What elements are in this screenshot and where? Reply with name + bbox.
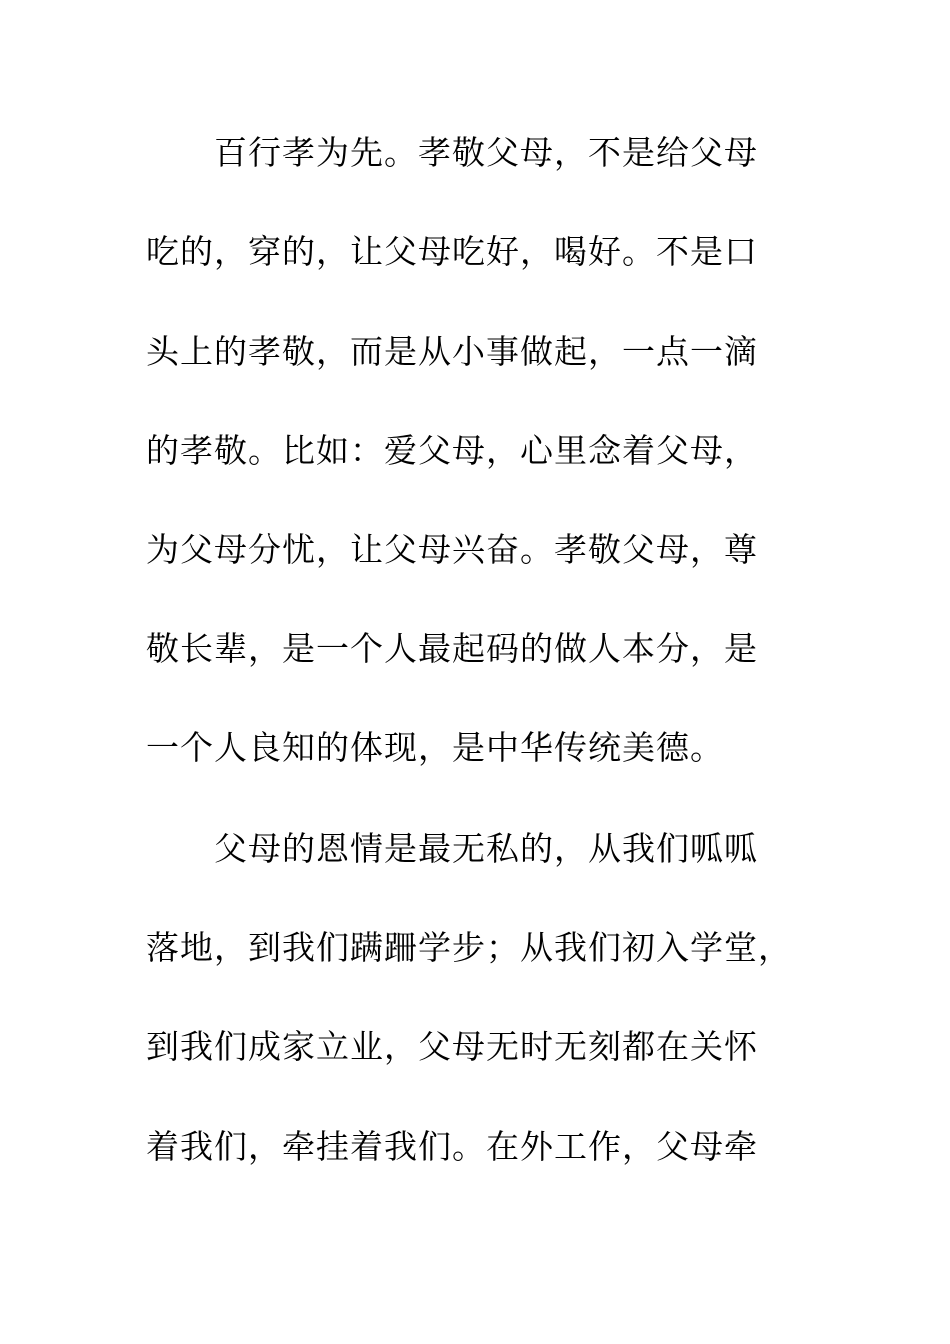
paragraph-1-line-3: 头上的孝敬，而是从小事做起，一点一滴 [146,332,758,371]
paragraph-2-line-2: 落地，到我们蹒跚学步；从我们初入学堂， [146,928,792,967]
paragraph-2-line-3: 到我们成家立业，父母无时无刻都在关怀 [146,1027,758,1066]
paragraph-1-line-4: 的孝敬。比如：爱父母，心里念着父母， [146,431,758,470]
paragraph-1-line-5: 为父母分忧，让父母兴奋。孝敬父母，尊 [146,530,758,569]
paragraph-1-line-2: 吃的，穿的，让父母吃好，喝好。不是口 [146,232,758,271]
paragraph-2-line-4: 着我们，牵挂着我们。在外工作，父母牵 [146,1127,758,1166]
paragraph-2-line-1: 父母的恩情是最无私的，从我们呱呱 [214,829,758,868]
paragraph-1-line-7: 一个人良知的体现，是中华传统美德。 [146,728,724,767]
paragraph-1-line-6: 敬长辈，是一个人最起码的做人本分，是 [146,629,758,668]
paragraph-1-line-1: 百行孝为先。孝敬父母，不是给父母 [214,133,758,172]
